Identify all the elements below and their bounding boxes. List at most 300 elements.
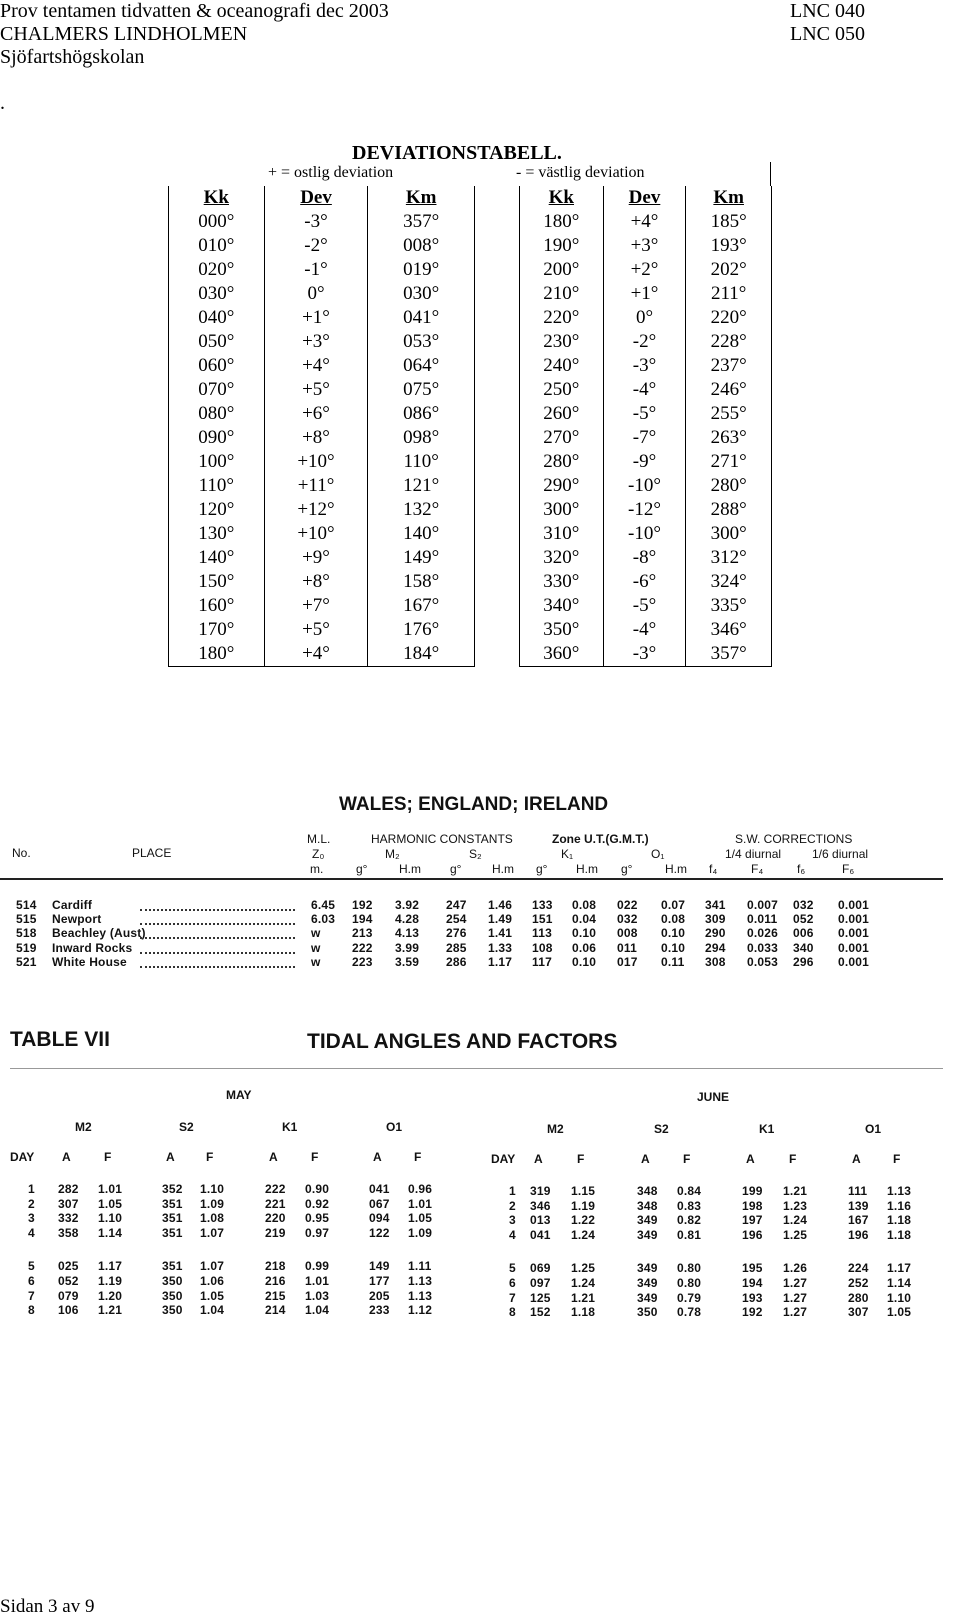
table-row <box>520 642 772 667</box>
col-m: m. <box>310 862 324 876</box>
tidal-value: 111 <box>848 1184 868 1198</box>
tidal-value: 149 <box>369 1259 390 1274</box>
f-header: F <box>206 1150 214 1164</box>
constant-value: 296 <box>793 954 814 969</box>
constant-value: 151 <box>532 912 553 927</box>
constant-value: 194 <box>352 912 373 927</box>
table-cell: 240° <box>520 354 604 378</box>
col-sixth-diurnal: 1/6 diurnal <box>812 847 869 861</box>
table-cell: -12° <box>603 498 686 522</box>
day-header: DAY <box>10 1150 35 1164</box>
tidal-value: 0.83 <box>677 1198 702 1213</box>
tidal-value: 220 <box>265 1211 286 1226</box>
table-cell: 228° <box>686 330 772 354</box>
constant-value: 4.13 <box>395 926 420 941</box>
constituent-header: O1 <box>386 1120 403 1134</box>
table-cell: 211° <box>686 282 772 306</box>
constant-value: 0.011 <box>747 912 778 927</box>
table-cell: 008° <box>368 234 475 258</box>
table-row <box>169 234 475 258</box>
col-z0: Z₀ <box>312 847 325 861</box>
constant-value: 1.33 <box>488 940 513 955</box>
day-number: 7 <box>509 1290 516 1305</box>
tidal-value: 1.07 <box>200 1259 225 1274</box>
table-cell: 010° <box>169 234 265 258</box>
constant-value: 0.001 <box>838 912 870 927</box>
header-kk: Kk <box>169 186 265 210</box>
school-name: CHALMERS LINDHOLMEN <box>0 23 248 45</box>
table-cell: 335° <box>686 594 772 618</box>
table-cell: +5° <box>264 378 368 402</box>
constant-value: 133 <box>532 898 553 912</box>
tidal-value: 0.81 <box>677 1227 702 1242</box>
tidal-value: 349 <box>637 1290 658 1305</box>
constant-value: 3.59 <box>395 954 420 969</box>
constant-value: 276 <box>446 926 467 941</box>
table-row <box>520 282 772 306</box>
tidal-value: 196 <box>848 1227 869 1242</box>
tidal-value: 177 <box>369 1274 390 1288</box>
header-rule <box>0 878 943 880</box>
title-rule <box>10 1068 943 1069</box>
tidal-value: 1.27 <box>783 1305 808 1320</box>
header-kk: Kk <box>520 186 604 210</box>
table-cell: 220° <box>520 306 604 330</box>
constant-value: 0.053 <box>747 954 779 969</box>
tidal-value: 346 <box>530 1198 551 1213</box>
tidal-value: 1.24 <box>783 1213 808 1228</box>
mean-level: w <box>311 926 321 941</box>
col-m2: M₂ <box>385 847 400 861</box>
constant-value: 0.11 <box>661 954 685 969</box>
table-cell: -3° <box>264 210 368 234</box>
station-place: White House <box>52 954 127 969</box>
table-row <box>169 594 475 618</box>
f-header: F <box>683 1152 691 1166</box>
leader-dots <box>140 937 295 939</box>
table-cell: 357° <box>686 642 772 667</box>
constant-value: 3.92 <box>395 898 420 912</box>
leader-dots <box>140 909 295 911</box>
tidal-value: 167 <box>848 1213 869 1228</box>
tidal-value: 218 <box>265 1259 286 1274</box>
tidal-value: 1.01 <box>305 1274 330 1288</box>
table-cell: -7° <box>603 426 686 450</box>
constant-value: 0.001 <box>838 898 870 912</box>
tidal-value: 1.17 <box>98 1259 123 1274</box>
table-row <box>169 546 475 570</box>
col-k1: K₁ <box>561 847 574 861</box>
table-row <box>520 378 772 402</box>
f-header: F <box>893 1152 901 1166</box>
constituent-header: S2 <box>179 1120 194 1134</box>
table-cell: 0° <box>603 306 686 330</box>
table-cell: +1° <box>603 282 686 306</box>
day-number: 5 <box>509 1261 516 1276</box>
constant-value: 006 <box>793 926 814 941</box>
table-cell: 288° <box>686 498 772 522</box>
tidal-value: 350 <box>162 1274 183 1288</box>
tidal-value: 1.10 <box>887 1290 912 1305</box>
constituent-header: M2 <box>547 1122 564 1136</box>
constant-value: 0.10 <box>661 940 686 955</box>
table-cell: -10° <box>603 474 686 498</box>
header-dev: Dev <box>603 186 686 210</box>
tidal-value: 198 <box>742 1198 763 1213</box>
constant-value: 1.41 <box>488 926 513 941</box>
constant-value: 290 <box>705 926 726 941</box>
doc-title: Prov tentamen tidvatten & oceanografi dec 2003 <box>0 0 389 22</box>
table-cell: 0° <box>264 282 368 306</box>
table-cell: -10° <box>603 522 686 546</box>
a-header: A <box>534 1152 543 1166</box>
table-cell: 170° <box>169 618 265 642</box>
table-cell: 086° <box>368 402 475 426</box>
f-header: F <box>789 1152 797 1166</box>
day-number: 5 <box>28 1259 35 1274</box>
table-cell: 312° <box>686 546 772 570</box>
constant-value: 0.007 <box>747 898 779 912</box>
table-row <box>520 498 772 522</box>
day-number: 2 <box>28 1196 35 1211</box>
table-row <box>169 306 475 330</box>
tidal-value: 1.17 <box>887 1261 912 1276</box>
tidal-value: 193 <box>742 1290 763 1305</box>
tidal-value: 1.10 <box>98 1211 123 1226</box>
day-number: 4 <box>509 1227 516 1242</box>
tidal-value: 1.21 <box>98 1303 123 1318</box>
table-row <box>520 258 772 282</box>
tidal-value: 205 <box>369 1288 390 1303</box>
tidal-value: 094 <box>369 1211 390 1226</box>
tidal-value: 041 <box>369 1182 390 1196</box>
constant-value: 022 <box>617 898 638 912</box>
tidal-value: 025 <box>58 1259 79 1274</box>
divider <box>770 162 771 186</box>
day-number: 4 <box>28 1225 35 1240</box>
table-cell: 120° <box>169 498 265 522</box>
sub-header: f₄ <box>709 862 718 876</box>
tidal-value: 1.15 <box>571 1184 596 1198</box>
constant-value: 0.08 <box>572 898 597 912</box>
tidal-value: 1.05 <box>200 1288 225 1303</box>
table-row <box>520 594 772 618</box>
table-cell: -3° <box>603 642 686 667</box>
a-header: A <box>852 1152 861 1166</box>
constituent-header: S2 <box>654 1122 669 1136</box>
table-cell: 098° <box>368 426 475 450</box>
sub-header: g° <box>450 862 462 876</box>
table-cell: 190° <box>520 234 604 258</box>
f-header: F <box>104 1150 112 1164</box>
table-row <box>169 474 475 498</box>
table-cell: 320° <box>520 546 604 570</box>
table-cell: 149° <box>368 546 475 570</box>
tidal-value: 1.07 <box>200 1225 225 1240</box>
col-s2: S₂ <box>469 847 482 861</box>
table-cell: 237° <box>686 354 772 378</box>
june-label: JUNE <box>697 1090 730 1104</box>
constant-value: 309 <box>705 912 726 927</box>
tidal-value: 1.09 <box>408 1225 433 1240</box>
table-cell: -8° <box>603 546 686 570</box>
table-cell: 360° <box>520 642 604 667</box>
leader-dots <box>140 923 295 925</box>
constant-value: 017 <box>617 954 638 969</box>
constant-value: 0.001 <box>838 940 870 955</box>
table-cell: +5° <box>264 618 368 642</box>
station-no: 519 <box>16 940 37 955</box>
tidal-value: 1.27 <box>783 1276 808 1290</box>
constant-value: 052 <box>793 912 814 927</box>
table-cell: 280° <box>520 450 604 474</box>
sub-header: g° <box>356 862 368 876</box>
table-row <box>169 618 475 642</box>
station-place: Cardiff <box>52 898 93 912</box>
tidal-value: 125 <box>530 1290 551 1305</box>
table-cell: 075° <box>368 378 475 402</box>
tidal-value: 1.23 <box>783 1198 808 1213</box>
tidal-value: 0.92 <box>305 1196 330 1211</box>
table-row <box>520 450 772 474</box>
tidal-value: 1.09 <box>200 1196 225 1211</box>
constant-value: 1.46 <box>488 898 513 912</box>
tidal-value: 0.99 <box>305 1259 330 1274</box>
table-cell: +12° <box>264 498 368 522</box>
day-number: 6 <box>509 1276 516 1290</box>
course-code-2: LNC 050 <box>790 23 865 45</box>
table-cell: 193° <box>686 234 772 258</box>
table-cell: 184° <box>368 642 475 667</box>
table-row <box>169 282 475 306</box>
day-number: 1 <box>509 1184 516 1198</box>
table-cell: 020° <box>169 258 265 282</box>
tidal-value: 1.18 <box>571 1305 596 1320</box>
table-cell: -9° <box>603 450 686 474</box>
constant-value: 286 <box>446 954 467 969</box>
tidal-value: 196 <box>742 1227 763 1242</box>
table-row <box>520 306 772 330</box>
table-cell: -5° <box>603 594 686 618</box>
deviation-table-left <box>168 186 475 667</box>
mean-level: 6.03 <box>311 912 336 927</box>
tidal-value: 097 <box>530 1276 551 1290</box>
a-header: A <box>746 1152 755 1166</box>
tidal-value: 192 <box>742 1305 763 1320</box>
tidal-value: 1.16 <box>887 1198 912 1213</box>
constituent-header: O1 <box>865 1122 882 1136</box>
table-row <box>169 570 475 594</box>
table-cell: 100° <box>169 450 265 474</box>
constant-value: 0.10 <box>572 954 597 969</box>
table-cell: 280° <box>686 474 772 498</box>
tidal-value: 1.12 <box>408 1303 433 1318</box>
tidal-value: 219 <box>265 1225 286 1240</box>
table-cell: 060° <box>169 354 265 378</box>
constant-value: 341 <box>705 898 726 912</box>
tidal-value: 1.04 <box>305 1303 330 1318</box>
tidal-value: 1.13 <box>887 1184 912 1198</box>
day-number: 3 <box>509 1213 516 1228</box>
constant-value: 222 <box>352 940 373 955</box>
col-harmonic-constants: HARMONIC CONSTANTS <box>371 832 513 846</box>
constant-value: 1.49 <box>488 912 513 927</box>
table-cell: 220° <box>686 306 772 330</box>
table-cell: 290° <box>520 474 604 498</box>
table-cell: -3° <box>603 354 686 378</box>
day-number: 6 <box>28 1274 35 1288</box>
table-cell: 210° <box>520 282 604 306</box>
table-cell: 260° <box>520 402 604 426</box>
table-row <box>520 546 772 570</box>
tidal-value: 350 <box>637 1305 658 1320</box>
table-cell: +3° <box>264 330 368 354</box>
table-cell: +8° <box>264 426 368 450</box>
table-cell: 160° <box>169 594 265 618</box>
header-km: Km <box>368 186 475 210</box>
tidal-value: 013 <box>530 1213 551 1228</box>
tidal-value: 139 <box>848 1198 869 1213</box>
tidal-value: 1.05 <box>98 1196 123 1211</box>
constant-value: 254 <box>446 912 467 927</box>
constant-value: 108 <box>532 940 553 955</box>
table-cell: 080° <box>169 402 265 426</box>
station-place: Inward Rocks <box>52 940 133 955</box>
tidal-value: 351 <box>162 1211 183 1226</box>
day-number: 8 <box>509 1305 516 1320</box>
tidal-value: 352 <box>162 1182 183 1196</box>
station-place: Beachley (Aust) <box>52 926 146 941</box>
a-header: A <box>373 1150 382 1164</box>
table-row <box>169 642 475 667</box>
tidal-value: 041 <box>530 1227 551 1242</box>
tidal-value: 307 <box>58 1196 79 1211</box>
tidal-value: 195 <box>742 1261 763 1276</box>
col-ml: M.L. <box>307 832 331 846</box>
tidal-value: 351 <box>162 1196 183 1211</box>
constant-value: 340 <box>793 940 814 955</box>
tidal-value: 1.19 <box>98 1274 123 1288</box>
tidal-value: 106 <box>58 1303 79 1318</box>
day-number: 1 <box>28 1182 35 1196</box>
tidal-value: 1.18 <box>887 1227 912 1242</box>
table-cell: 030° <box>368 282 475 306</box>
sub-header: F₆ <box>842 862 855 876</box>
tidal-value: 0.84 <box>677 1184 702 1198</box>
tidal-value: 280 <box>848 1290 869 1305</box>
tidal-value: 1.22 <box>571 1213 596 1228</box>
table-cell: +4° <box>264 354 368 378</box>
tidal-value: 282 <box>58 1182 79 1196</box>
west-deviation-note: - = västlig deviation <box>516 164 645 181</box>
tidal-value: 1.18 <box>887 1213 912 1228</box>
table-cell: 300° <box>520 498 604 522</box>
tidal-value: 0.90 <box>305 1182 330 1196</box>
tidal-value: 1.01 <box>408 1196 433 1211</box>
table-cell: +1° <box>264 306 368 330</box>
sub-header: H.m <box>665 862 687 876</box>
tidal-value: 332 <box>58 1211 79 1226</box>
mean-level: 6.45 <box>311 898 336 912</box>
table-row <box>520 354 772 378</box>
table-cell: 300° <box>686 522 772 546</box>
table-cell: 357° <box>368 210 475 234</box>
table-cell: -2° <box>603 330 686 354</box>
constituent-header: M2 <box>75 1120 92 1134</box>
tidal-value: 349 <box>637 1213 658 1228</box>
table-row <box>520 402 772 426</box>
table-cell: -4° <box>603 618 686 642</box>
day-number: 3 <box>28 1211 35 1226</box>
station-no: 514 <box>16 898 37 912</box>
table-cell: +8° <box>264 570 368 594</box>
table-cell: +7° <box>264 594 368 618</box>
constant-value: 213 <box>352 926 373 941</box>
table-cell: 340° <box>520 594 604 618</box>
tidal-value: 350 <box>162 1288 183 1303</box>
tidal-value: 1.24 <box>571 1227 596 1242</box>
constant-value: 0.10 <box>572 926 597 941</box>
tidal-value: 1.25 <box>783 1227 808 1242</box>
sub-header: H.m <box>399 862 421 876</box>
constant-value: 117 <box>532 954 552 969</box>
table-cell: 150° <box>169 570 265 594</box>
table-row <box>520 426 772 450</box>
tidal-value: 067 <box>369 1196 390 1211</box>
tidal-value: 1.25 <box>571 1261 596 1276</box>
constant-value: 032 <box>793 898 814 912</box>
constant-value: 0.04 <box>572 912 597 927</box>
station-place: Newport <box>52 912 102 927</box>
tidal-value: 224 <box>848 1261 869 1276</box>
constant-value: 0.08 <box>661 912 686 927</box>
tidal-value: 1.04 <box>200 1303 225 1318</box>
sub-header: g° <box>536 862 548 876</box>
tidal-value: 0.95 <box>305 1211 330 1226</box>
table-cell: -2° <box>264 234 368 258</box>
table-row <box>169 450 475 474</box>
table-row <box>169 330 475 354</box>
table-cell: 070° <box>169 378 265 402</box>
tidal-value: 0.79 <box>677 1290 702 1305</box>
tidal-value: 349 <box>637 1261 658 1276</box>
constant-value: 0.001 <box>838 954 870 969</box>
constant-value: 0.07 <box>661 898 686 912</box>
constituent-header: K1 <box>282 1120 298 1134</box>
a-header: A <box>269 1150 278 1164</box>
constant-value: 113 <box>532 926 552 941</box>
table-cell: 167° <box>368 594 475 618</box>
table-row <box>169 426 475 450</box>
tidal-value: 1.21 <box>783 1184 808 1198</box>
deviation-table-right <box>519 186 772 667</box>
tidal-value: 1.06 <box>200 1274 225 1288</box>
table-row <box>520 570 772 594</box>
table-cell: 202° <box>686 258 772 282</box>
col-quarter-diurnal: 1/4 diurnal <box>725 847 782 861</box>
day-header: DAY <box>491 1152 516 1166</box>
table-cell: 324° <box>686 570 772 594</box>
table-cell: 176° <box>368 618 475 642</box>
table-cell: 110° <box>368 450 475 474</box>
table-cell: -5° <box>603 402 686 426</box>
constant-value: 0.10 <box>661 926 686 941</box>
f-header: F <box>414 1150 422 1164</box>
dot-mark: . <box>0 92 5 114</box>
station-no: 515 <box>16 912 37 927</box>
sub-header: f₆ <box>797 862 806 876</box>
tidal-value: 350 <box>162 1303 183 1318</box>
